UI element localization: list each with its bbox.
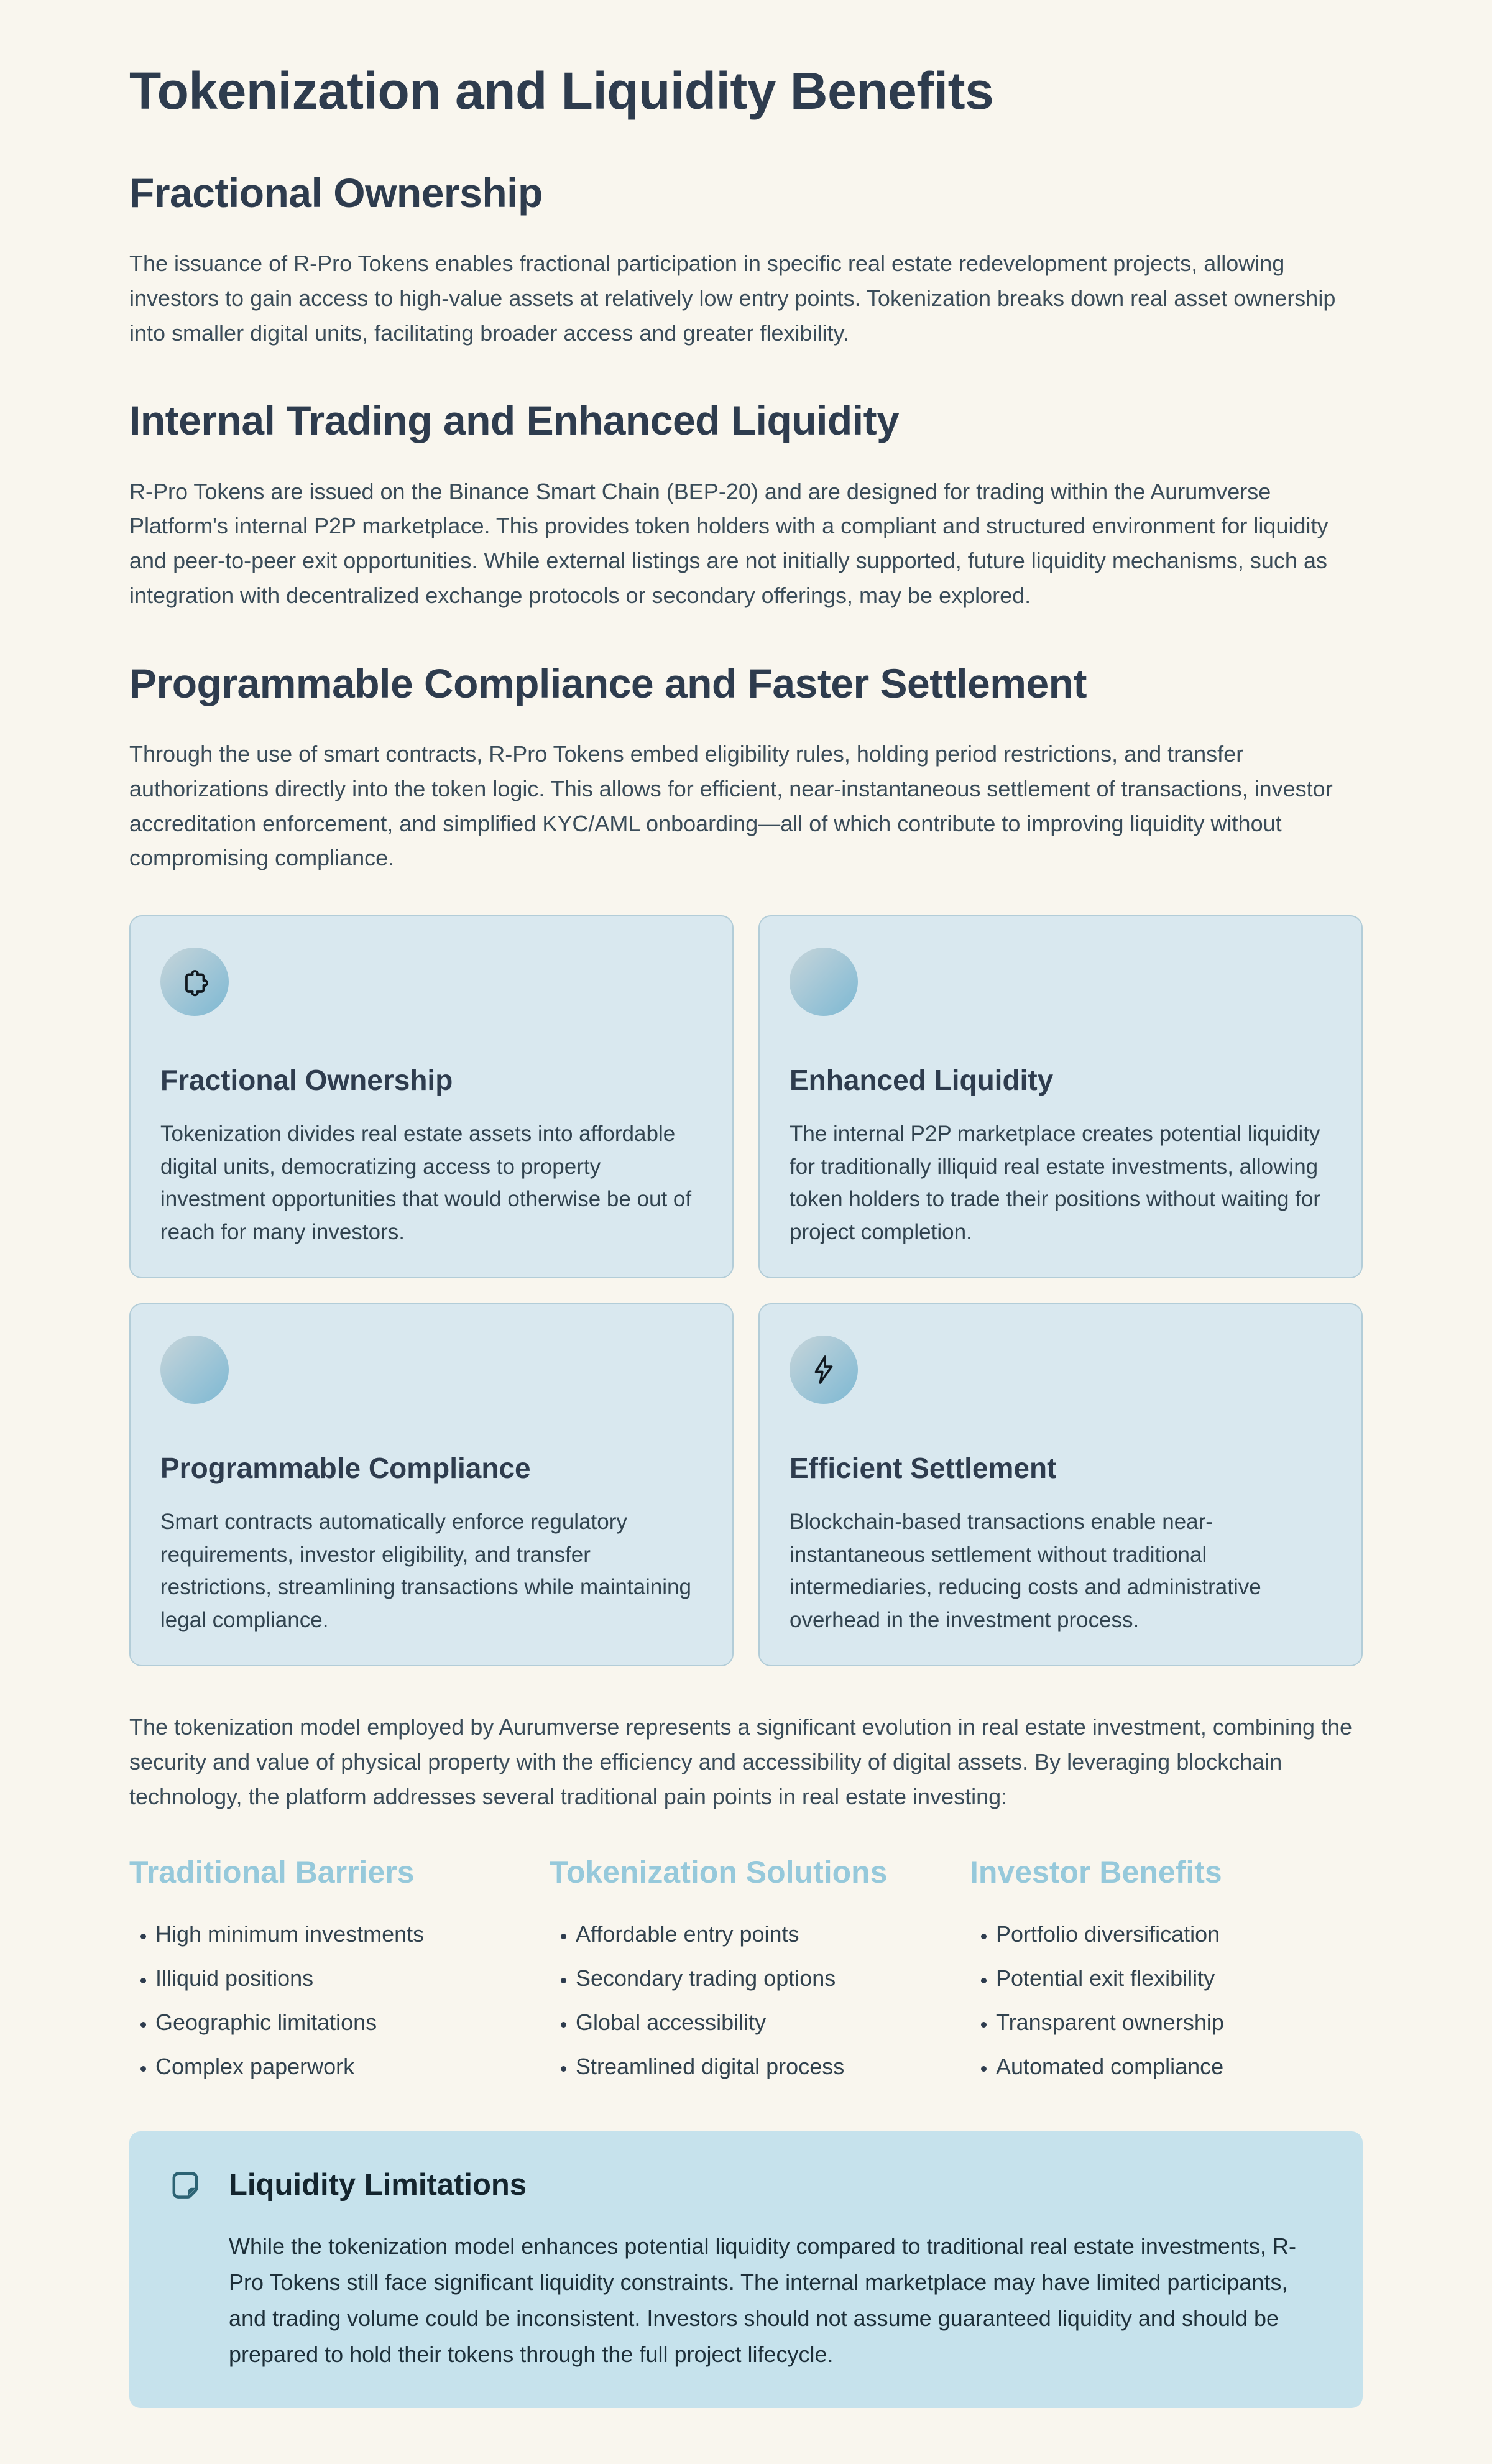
section-fractional-ownership [129,168,1363,351]
list-item: • Complex paperwork [155,2052,522,2080]
section-internal-trading [129,396,1363,612]
list-item: • Illiquid positions [155,1964,522,1992]
card-icon-circle [160,948,229,1016]
section-paragraph: Through the use of smart contracts, R-Pro Tokens embed eligibility rules, holding period restrictions, and transfer authorizations directly into the token logic. This allows for efficient, near-instantaneous settlement of transactions, investor accreditation enforcement, and simplified KYC/AML onboarding—all of which contribute to improving liquidity without compromising compliance. [129,741,1333,871]
column-heading: Investor Benefits [970,1854,1222,1890]
list-item: • Geographic limitations [155,2008,522,2036]
card-title: Efficient Settlement [790,1452,1057,1485]
callout-body: While the tokenization model enhances potential liquidity compared to traditional real estate investments, R-Pro Tokens still face significant liquidity constraints. The internal marketplace may have limited participants, and trading volume could be inconsistent. Investors should not assume guaranteed liquidity and should be prepared to hold their tokens through the full project lifecycle. [229,2233,1296,2368]
card-body: Smart contracts automatically enforce regulatory requirements, investor eligibility, and transfer restrictions, streamlining transactions while maintaining legal compliance. [160,1510,691,1632]
page-title: Tokenization and Liquidity Benefits [129,62,994,120]
callout-header [168,2167,1322,2202]
feature-card-efficient-settlement [758,1303,1363,1666]
column-tokenization-solutions [550,1854,942,2097]
column-heading: Tokenization Solutions [550,1854,888,1890]
section-heading: Internal Trading and Enhanced Liquidity [129,397,900,444]
callout-title: Liquidity Limitations [229,2167,527,2202]
card-body: Blockchain-based transactions enable near-instantaneous settlement without traditional intermediaries, reducing costs and administrative overhead in the investment process. [790,1510,1261,1632]
section-heading: Fractional Ownership [129,169,543,216]
comparison-columns [129,1854,1363,2097]
section-heading: Programmable Compliance and Faster Settlement [129,660,1087,706]
card-icon-circle [160,1336,229,1404]
list-item: • Potential exit flexibility [996,1964,1363,1992]
card-title: Enhanced Liquidity [790,1064,1054,1097]
list-item: • Transparent ownership [996,2008,1363,2036]
column-heading: Traditional Barriers [129,1854,415,1890]
list-item: • Portfolio diversification [996,1920,1363,1948]
lightning-icon [806,1352,841,1387]
column-investor-benefits [970,1854,1363,2097]
feature-card-fractional-ownership [129,915,734,1278]
note-icon [168,2167,203,2202]
section-paragraph: R-Pro Tokens are issued on the Binance Smart Chain (BEP-20) and are designed for trading within the Aurumverse Platform's internal P2P marketplace. This provides token holders with a compliant and structured environment for liquidity and peer-to-peer exit opportunities. While external listings are not initially supported, future liquidity mechanisms, such as integration with decentralized exchange protocols or secondary offerings, may be explored. [129,478,1329,608]
list-item: • High minimum investments [155,1920,522,1948]
card-body: The internal P2P marketplace creates potential liquidity for traditionally illiquid real estate investments, allowing token holders to trade their positions without waiting for project completion. [790,1122,1321,1244]
feature-card-enhanced-liquidity [758,915,1363,1278]
list-item: • Streamlined digital process [576,2052,942,2080]
card-body: Tokenization divides real estate assets into affordable digital units, democratizing access to property investment opportunities that would otherwise be out of reach for many investors. [160,1122,692,1244]
card-title: Fractional Ownership [160,1064,453,1097]
list-item: • Secondary trading options [576,1964,942,1992]
card-icon-circle [790,948,858,1016]
liquidity-limitations-callout [129,2131,1363,2408]
closing-paragraph: The tokenization model employed by Aurumverse represents a significant evolution in real estate investment, combining the security and value of physical property with the efficiency and accessibility of digital assets. By leveraging blockchain technology, the platform addresses several traditional pain points in real estate investing: [129,1714,1353,1809]
puzzle-icon [177,964,213,1000]
list-item: • Automated compliance [996,2052,1363,2080]
column-list [129,1920,522,2080]
list-item: • Global accessibility [576,2008,942,2036]
column-traditional-barriers [129,1854,522,2097]
column-list [550,1920,942,2080]
feature-card-programmable-compliance [129,1303,734,1666]
list-item: • Affordable entry points [576,1920,942,1948]
column-list [970,1920,1363,2080]
section-programmable-compliance [129,659,1363,875]
card-icon-circle [790,1336,858,1404]
section-paragraph: The issuance of R-Pro Tokens enables fractional participation in specific real estate redevelopment projects, allowing investors to gain access to high-value assets at relatively low entry points. Tokenization breaks down real asset ownership into smaller digital units, facilitating broader access and greater flexibility. [129,250,1336,346]
feature-card-grid [129,915,1363,1666]
card-title: Programmable Compliance [160,1452,531,1485]
